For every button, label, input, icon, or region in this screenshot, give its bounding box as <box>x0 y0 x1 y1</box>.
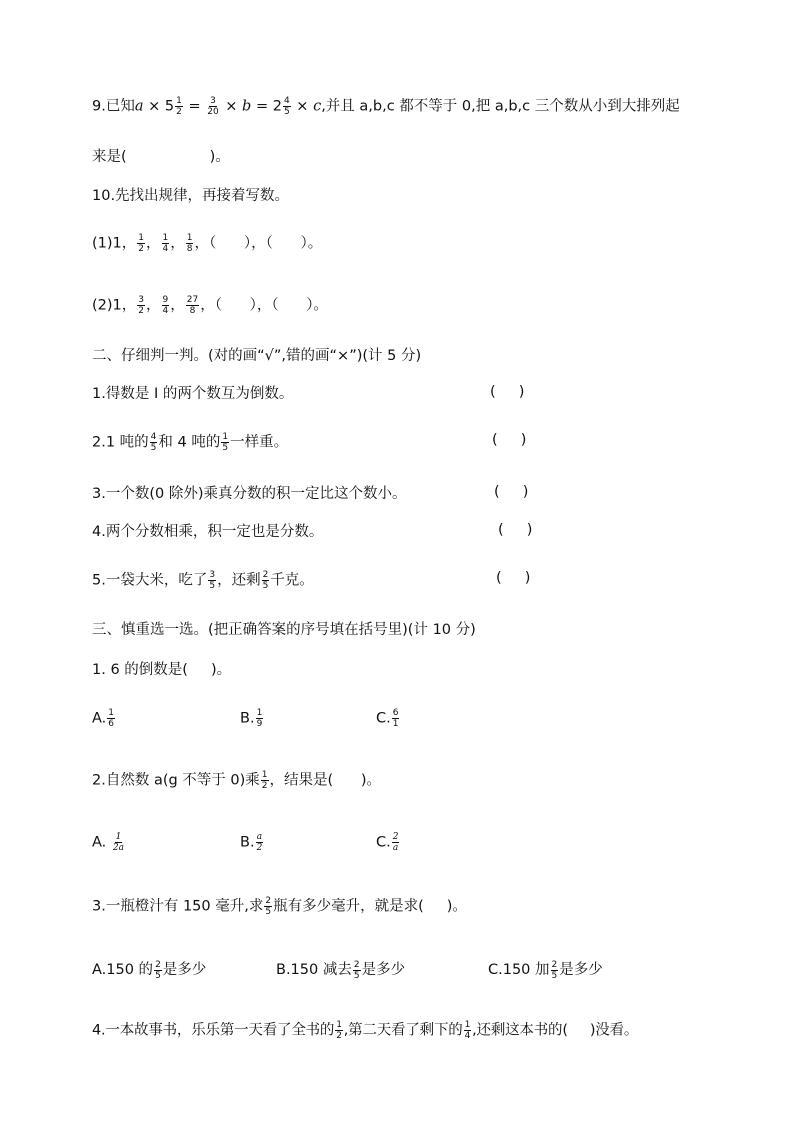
equals-sign: = <box>255 98 269 115</box>
option-text: A.150 的 <box>92 962 154 978</box>
q9-line2 <box>92 147 230 167</box>
stem-text: ,还剩这本书的( )没看。 <box>472 1022 639 1039</box>
fraction: $\frac{9}{4}$ <box>162 295 169 316</box>
fraction-3-20: $\frac{3}{20}$ <box>207 96 219 117</box>
q10-p1-blanks: （ ），（ ）。 <box>208 235 323 252</box>
fraction: $\frac{2}{5}$ <box>262 570 269 591</box>
q9-label: 9.已知 <box>92 98 135 115</box>
option-label: A. <box>92 710 107 727</box>
times-sign: × <box>225 98 238 115</box>
judge-paren-2[interactable]: ( ) <box>492 432 527 448</box>
whole-5: 5 <box>164 98 175 115</box>
judge-text: 千克。 <box>270 572 314 589</box>
var-c: c <box>313 98 322 115</box>
choice-q1-option-b[interactable] <box>240 708 264 729</box>
option-text: B.150 减去 <box>276 962 352 978</box>
stem-text: ，结果是( )。 <box>269 772 381 789</box>
fraction: $\frac{1}{2}$ <box>138 233 144 254</box>
section2-title: 二、仔细判一判。(对的画“√”,错的画“×”)(计 5 分) <box>92 348 422 364</box>
fraction: $\frac{1}{4}$ <box>464 1020 471 1041</box>
fraction: $\frac{2}{5}$ <box>551 959 558 981</box>
choice-q3-option-c[interactable] <box>488 958 603 981</box>
option-label: C. <box>376 834 391 851</box>
fraction-1-2: $\frac{1}{2}$ <box>176 96 182 117</box>
choice-q3-option-b[interactable] <box>276 958 405 981</box>
fraction: $\frac{1}{2a}$ <box>112 832 124 853</box>
judge-text: 一样重。 <box>230 434 289 451</box>
times-sign: × <box>296 98 309 115</box>
fraction: $\frac{6}{1}$ <box>392 708 399 729</box>
option-text: C.150 加 <box>488 962 550 978</box>
fraction: $\frac{1}{9}$ <box>256 708 263 729</box>
fraction: $\frac{27}{8}$ <box>186 295 199 316</box>
fraction: $\frac{1}{2}$ <box>336 1020 342 1041</box>
var-b: b <box>242 98 252 115</box>
judge-item-4 <box>92 522 323 542</box>
equals-sign: = <box>188 98 201 115</box>
option-text: 是多少 <box>361 962 406 978</box>
judge-paren-4[interactable]: ( ) <box>498 522 533 538</box>
times-sign: × <box>148 98 161 115</box>
fraction: $\frac{2}{a}$ <box>392 832 399 853</box>
choice-q1-option-c[interactable] <box>376 708 400 729</box>
stem-text: 4.一本故事书，乐乐第一天看了全书的 <box>92 1022 335 1039</box>
q9-line1 <box>92 96 680 117</box>
option-label: A. <box>92 834 111 851</box>
fraction: $\frac{1}{8}$ <box>186 233 193 254</box>
fraction: $\frac{1}{5}$ <box>222 432 229 453</box>
choice-q2-stem <box>92 770 381 791</box>
choice-q1-stem: 1. 6 的倒数是( )。 <box>92 662 232 678</box>
choice-q2-option-b[interactable] <box>240 832 264 853</box>
fraction: $\frac{2}{5}$ <box>353 959 360 981</box>
option-text: 是多少 <box>559 962 603 978</box>
q10-part2: (2)1， $\frac{3}{2}$ ， $\frac{9}{4}$ ， $\frac{27}{8}$ ，（ ），（ ）。 <box>92 295 328 316</box>
option-label: B. <box>240 710 255 727</box>
choice-q3-stem <box>92 896 467 917</box>
judge-paren-1[interactable]: ( ) <box>490 384 525 400</box>
judge-text: 1.得数是 I 的两个数互为倒数。 <box>92 386 294 402</box>
fraction: $\frac{1}{2}$ <box>261 770 268 791</box>
judge-paren-5[interactable]: ( ) <box>496 570 531 586</box>
fraction: $\frac{2}{5}$ <box>265 896 272 917</box>
q9-tail: ,并且 a,b,c 都不等于 0,把 a,b,c 三个数从小到大排列起 <box>321 98 680 115</box>
var-a: a <box>134 98 144 115</box>
q9-answer-blank: 来是( )。 <box>92 149 230 165</box>
q10-p2-prefix: (2)1， <box>92 297 137 314</box>
q10-title: 10.先找出规律，再接着写数。 <box>92 188 290 204</box>
stem-text: 瓶有多少毫升，就是求( )。 <box>273 898 467 915</box>
fraction: $\frac{2}{5}$ <box>155 959 161 981</box>
judge-text: 5.一袋大米，吃了 <box>92 572 208 589</box>
fraction: $\frac{1}{4}$ <box>162 233 169 254</box>
judge-paren-3[interactable]: ( ) <box>494 484 529 500</box>
q10-p1-prefix: (1)1， <box>92 235 137 252</box>
judge-item-2 <box>92 432 288 453</box>
stem-text: ,第二天看了剩下的 <box>343 1022 463 1039</box>
choice-q1-option-a[interactable] <box>92 708 116 729</box>
judge-text: ，还剩 <box>217 572 261 589</box>
judge-item-1 <box>92 384 293 404</box>
choice-q3-option-a[interactable] <box>92 958 206 981</box>
stem-text: 3.一瓶橙汁有 150 毫升,求 <box>92 898 264 915</box>
choice-q4-stem <box>92 1020 638 1041</box>
fraction: $\frac{3}{2}$ <box>138 295 144 316</box>
fraction: $\frac{a}{2}$ <box>256 832 263 853</box>
choice-q2-option-a[interactable] <box>92 832 126 853</box>
judge-text: 3.一个数(0 除外)乘真分数的积一定比这个数小。 <box>92 486 407 502</box>
judge-item-3 <box>92 484 406 504</box>
fraction: $\frac{4}{5}$ <box>150 432 157 453</box>
whole-2: 2 <box>272 98 282 115</box>
q10-p2-blanks: （ ），（ ）。 <box>214 297 328 314</box>
fraction: $\frac{3}{5}$ <box>209 570 216 591</box>
judge-text: 和 4 吨的 <box>158 434 221 451</box>
fraction-4-5: $\frac{4}{5}$ <box>283 96 290 117</box>
option-label: B. <box>240 834 255 851</box>
choice-q2-option-c[interactable] <box>376 832 400 853</box>
fraction: $\frac{1}{6}$ <box>108 708 115 729</box>
judge-text: 4.两个分数相乘，积一定也是分数。 <box>92 524 324 540</box>
judge-item-5 <box>92 570 314 591</box>
stem-text: 2.自然数 a(g 不等于 0)乘 <box>92 772 260 789</box>
q10-part1: (1)1， $\frac{1}{2}$ ， $\frac{1}{4}$ ， $\frac{1}{8}$ ，（ ），（ ）。 <box>92 233 323 254</box>
judge-text: 2.1 吨的 <box>92 434 149 451</box>
option-text: 是多少 <box>162 962 207 978</box>
section3-title: 三、慎重选一选。(把正确答案的序号填在括号里)(计 10 分) <box>92 622 476 638</box>
option-label: C. <box>376 710 391 727</box>
